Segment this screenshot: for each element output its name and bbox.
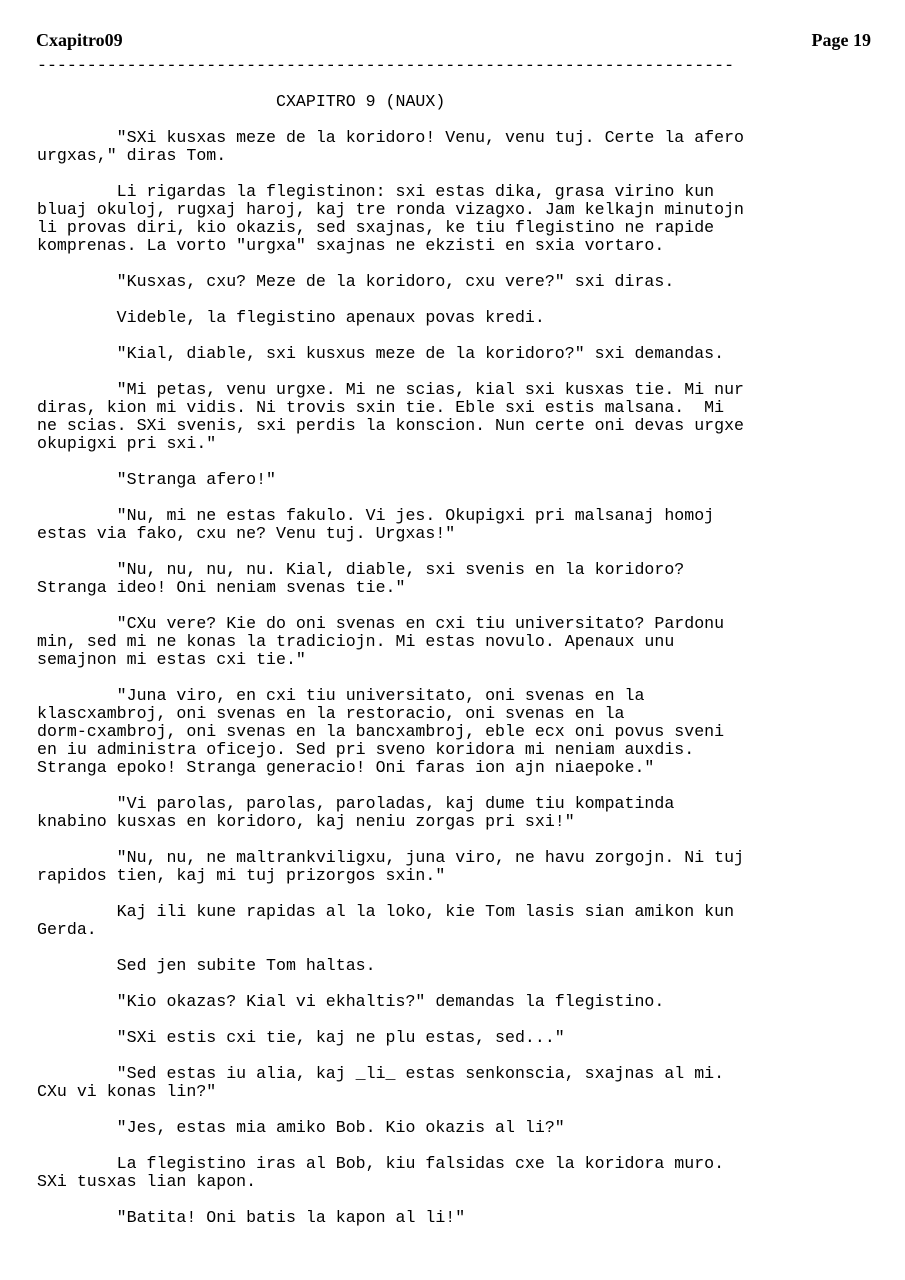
chapter-body [37,93,744,1227]
text-line: "SXi estis cxi tie, kaj ne plu estas, sed..." [37,1028,565,1047]
text-line: estas via fako, cxu ne? Venu tuj. Urgxas!" [37,524,456,543]
text-line: komprenas. La vorto "urgxa" sxajnas ne ekzisti en sxia vortaro. [37,236,665,255]
text-line: okupigxi pri sxi." [37,434,217,453]
chapter-title: Cxapitro09 [36,30,123,50]
text-line: dorm-cxambroj, oni svenas en la bancxambroj, eble ecx oni povus sveni [37,722,725,741]
text-line: SXi tusxas lian kapon. [37,1172,257,1191]
text-line: Gerda. [37,920,97,939]
text-line: urgxas," diras Tom. [37,146,227,165]
text-line: Sed jen subite Tom haltas. [37,956,376,975]
text-line: CXu vi konas lin?" [37,1082,217,1101]
text-line: semajnon mi estas cxi tie." [37,650,306,669]
text-line: li provas diri, kio okazis, sed sxajnas, ke tiu flegistino ne rapide [37,218,715,237]
text-line: "Nu, nu, ne maltrankviligxu, juna viro, ne havu zorgojn. Ni tuj [37,848,745,867]
text-line: "Sed estas iu alia, kaj _li_ estas senkonscia, sxajnas al mi. [37,1064,725,1083]
text-line: diras, kion mi vidis. Ni trovis sxin tie. Eble sxi estis malsana. Mi [37,398,725,417]
text-line: Stranga epoko! Stranga generacio! Oni faras ion ajn niaepoke." [37,758,655,777]
header-rule: ---------------------------------------------------------------------- [37,56,735,75]
text-line: Kaj ili kune rapidas al la loko, kie Tom lasis sian amikon kun [37,902,735,921]
text-line: La flegistino iras al Bob, kiu falsidas cxe la koridora muro. [37,1154,725,1173]
text-line: knabino kusxas en koridoro, kaj neniu zorgas pri sxi!" [37,812,575,831]
text-line: "Jes, estas mia amiko Bob. Kio okazis al li?" [37,1118,565,1137]
text-line: "Kusxas, cxu? Meze de la koridoro, cxu vere?" sxi diras. [37,272,675,291]
text-line: min, sed mi ne konas la tradiciojn. Mi estas novulo. Apenaux unu [37,632,675,651]
text-line: "Nu, mi ne estas fakulo. Vi jes. Okupigxi pri malsanaj homoj [37,506,715,525]
text-line: CXAPITRO 9 (NAUX) [37,92,446,111]
text-line: Li rigardas la flegistinon: sxi estas dika, grasa virino kun [37,182,715,201]
text-line: "Stranga afero!" [37,470,276,489]
text-line: "Juna viro, en cxi tiu universitato, oni svenas en la [37,686,645,705]
text-line: bluaj okuloj, rugxaj haroj, kaj tre ronda vizagxo. Jam kelkajn minutojn [37,200,745,219]
text-line: Videble, la flegistino apenaux povas kredi. [37,308,545,327]
page-header [36,30,871,54]
text-line: "SXi kusxas meze de la koridoro! Venu, venu tuj. Certe la afero [37,128,745,147]
page-number: Page 19 [811,30,871,50]
text-line: "Kio okazas? Kial vi ekhaltis?" demandas la flegistino. [37,992,665,1011]
text-line: "Nu, nu, nu, nu. Kial, diable, sxi svenis en la koridoro? [37,560,685,579]
text-line: klascxambroj, oni svenas en la restoracio, oni svenas en la [37,704,625,723]
text-line: rapidos tien, kaj mi tuj prizorgos sxin." [37,866,446,885]
text-line: Stranga ideo! Oni neniam svenas tie." [37,578,406,597]
text-line: "Vi parolas, parolas, paroladas, kaj dume tiu kompatinda [37,794,675,813]
text-line: ne scias. SXi svenis, sxi perdis la konscion. Nun certe oni devas urgxe [37,416,745,435]
text-line: "Batita! Oni batis la kapon al li!" [37,1208,466,1227]
text-line: "Mi petas, venu urgxe. Mi ne scias, kial sxi kusxas tie. Mi nur [37,380,745,399]
text-line: en iu administra oficejo. Sed pri sveno koridora mi neniam auxdis. [37,740,695,759]
text-line: "CXu vere? Kie do oni svenas en cxi tiu universitato? Pardonu [37,614,725,633]
text-line: "Kial, diable, sxi kusxus meze de la koridoro?" sxi demandas. [37,344,725,363]
